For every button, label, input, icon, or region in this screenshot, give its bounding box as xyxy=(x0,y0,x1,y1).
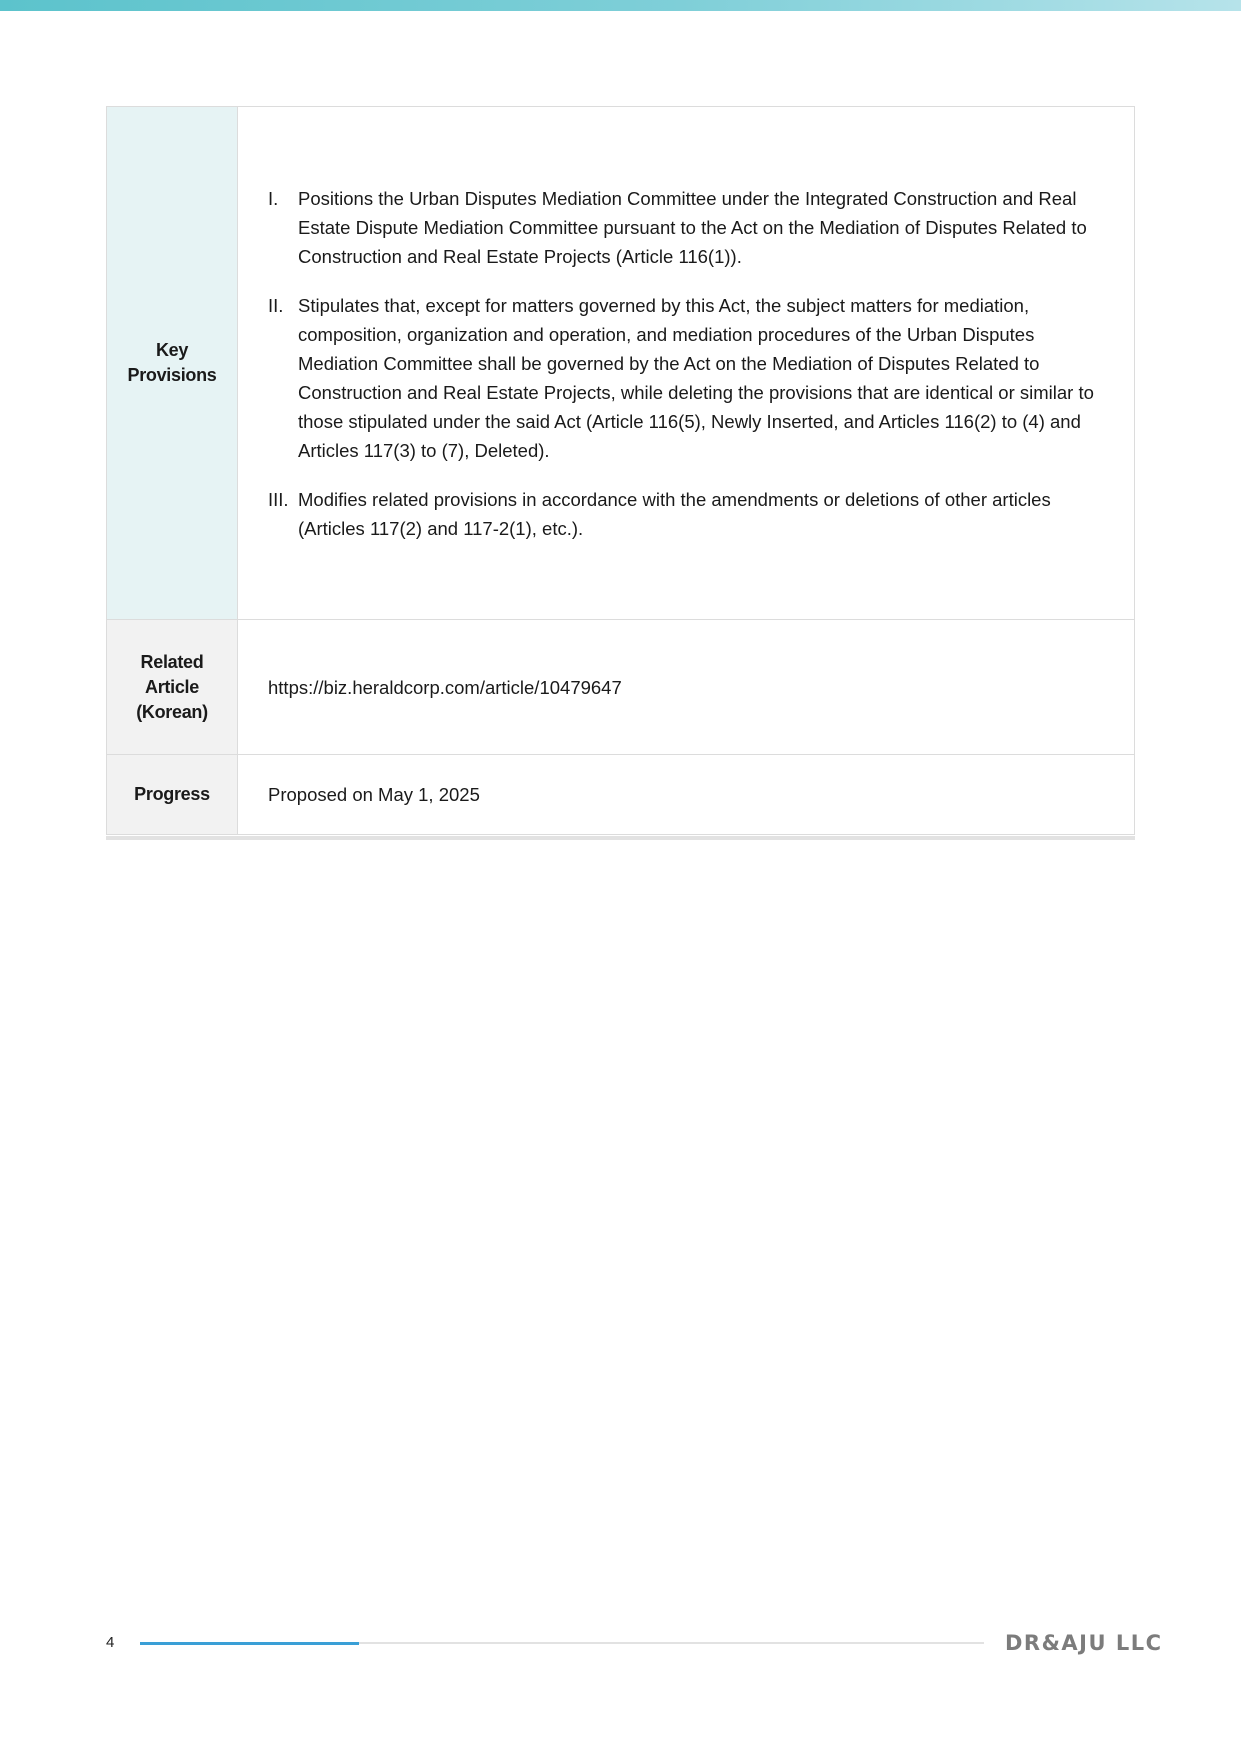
provision-numeral: II. xyxy=(268,294,284,316)
table-row-progress xyxy=(107,755,1135,835)
page-progress-track xyxy=(140,1642,984,1644)
table-bottom-rule xyxy=(106,836,1135,840)
provisions-table xyxy=(106,106,1135,835)
header-accent-bar xyxy=(0,0,1241,11)
brand-logo: DR&AJU LLC xyxy=(1005,1631,1163,1655)
progress-value: Proposed on May 1, 2025 xyxy=(238,755,1135,835)
related-article-link[interactable]: https://biz.heraldcorp.com/article/10479647 xyxy=(238,620,1135,755)
provision-item-2 xyxy=(268,291,1108,465)
provision-text: Modifies related provisions in accordance with the amendments or deletions of other articles (Articles 117(2) and 117-2(1), etc.). xyxy=(298,488,1051,539)
table-row-key-provisions xyxy=(107,107,1135,620)
provision-text: Stipulates that, except for matters governed by this Act, the subject matters for mediation, composition, organization and operation, and mediation procedures of the Urban Disputes Mediation Committee shall be governed by the Act on the Mediation of Disputes Related to Construction and Real Estate Projects, while deleting the provisions that are identical or similar to those stipulated under the said Act (Article 116(5), Newly Inserted, and Articles 116(2) to (4) and Articles 117(3) to (7), Deleted). xyxy=(298,294,1094,461)
page-progress-fill xyxy=(140,1642,359,1645)
provision-numeral: I. xyxy=(268,187,279,209)
provision-item-3 xyxy=(268,485,1108,543)
page-number: 4 xyxy=(106,1634,115,1651)
table-row-related-article xyxy=(107,620,1135,755)
provisions-list xyxy=(268,184,1108,543)
key-provisions-label: Key Provisions xyxy=(107,107,238,620)
provision-numeral: III. xyxy=(268,488,289,510)
key-provisions-content xyxy=(238,107,1135,620)
provision-text: Positions the Urban Disputes Mediation Committee under the Integrated Construction and Real Estate Dispute Mediation Committee pursuant to the Act on the Mediation of Disputes Related to Construction and Real Estate Projects (Article 116(1)). xyxy=(298,187,1087,267)
progress-label: Progress xyxy=(107,755,238,835)
provision-item-1 xyxy=(268,184,1108,271)
related-article-label: Related Article (Korean) xyxy=(107,620,238,755)
